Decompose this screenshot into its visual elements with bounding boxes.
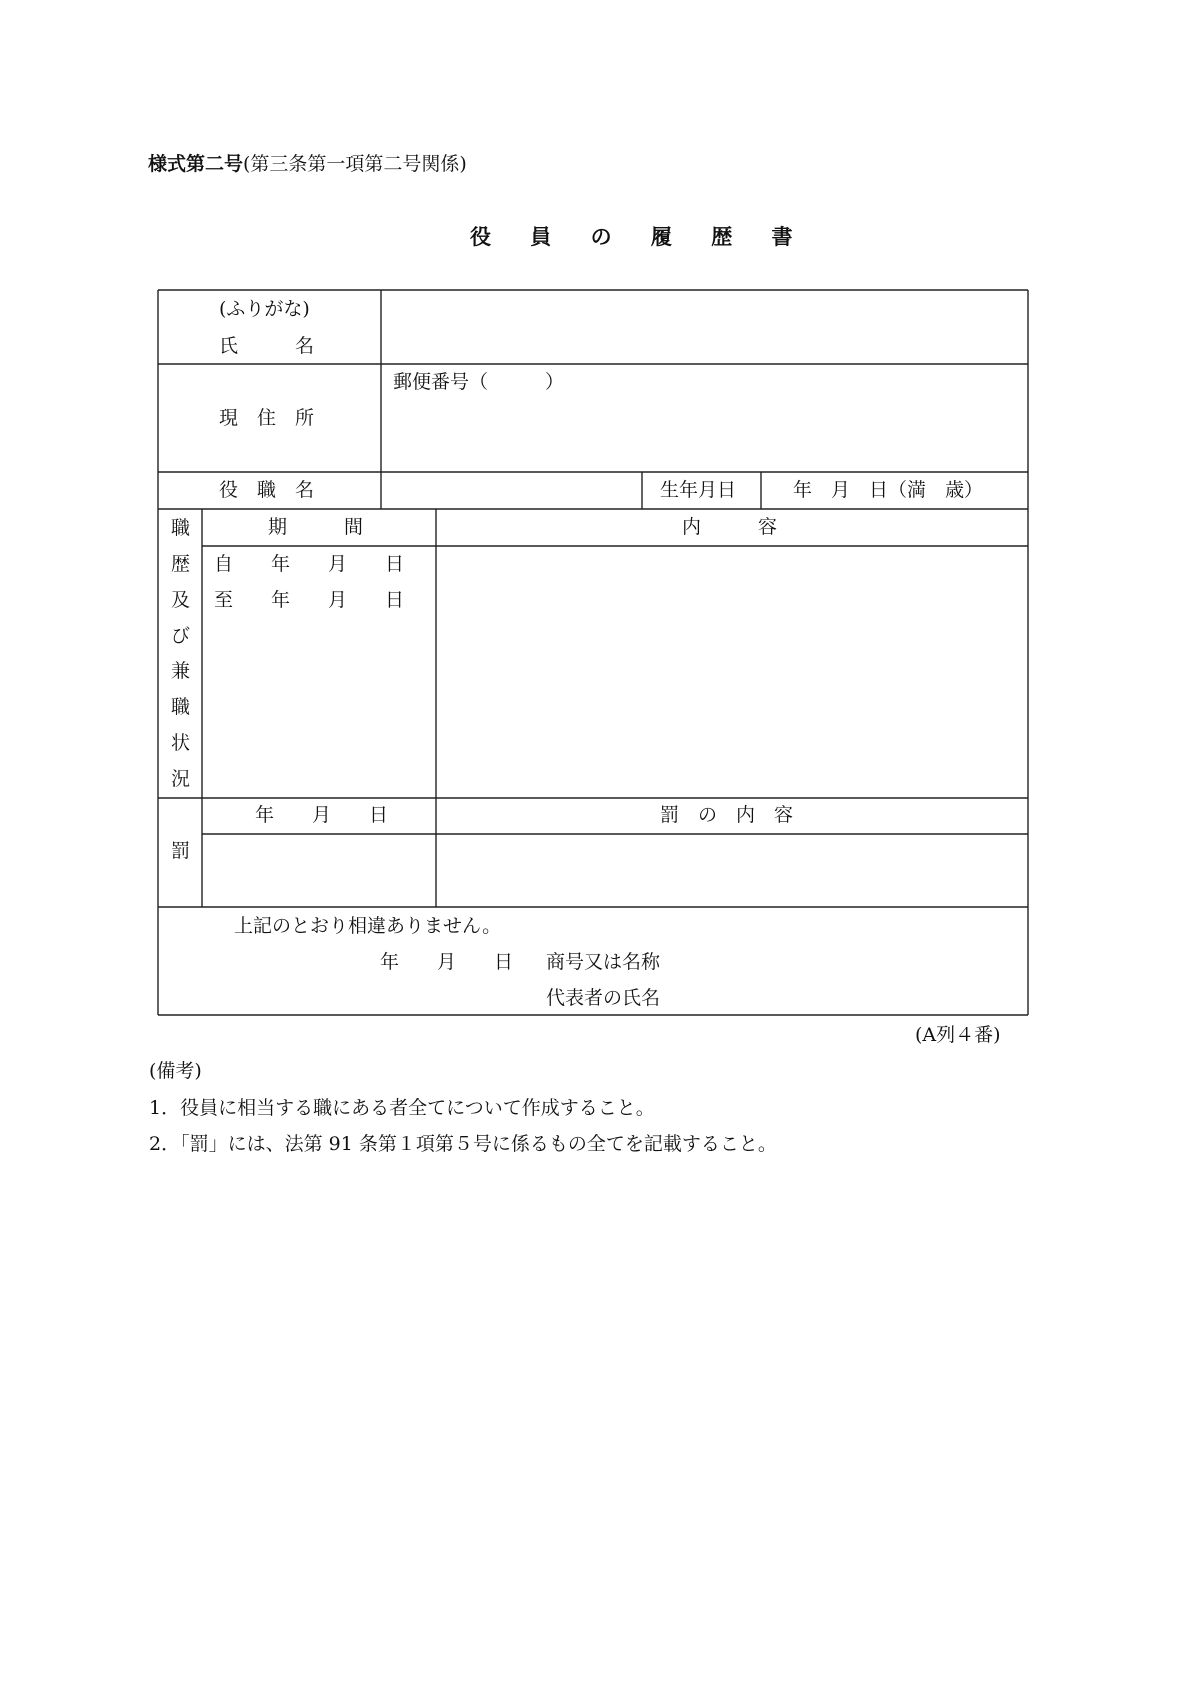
content-header: 内 容 [682,516,778,538]
position-label: 役 職 名 [219,479,315,501]
penalty-date-header: 年 月 日 [255,804,389,826]
career-label-char: 及 [171,589,191,611]
declaration-text: 上記のとおり相違ありません。 [234,915,502,937]
birth-date-label: 生年月日 [660,479,737,501]
representative-name-label: 代表者の氏名 [546,987,661,1009]
note-item: 2．「罰」には、法第 91 条第１項第５号に係るもの全てを記載すること。 [149,1133,777,1155]
name-label: 氏 名 [219,335,315,357]
career-label-char: 職 [171,696,191,718]
career-label-char: 状 [171,732,191,754]
career-label-char: 兼 [171,660,191,682]
penalty-content-header: 罰 の 内 容 [660,804,794,826]
period-header: 期 間 [268,516,364,538]
note-item: 1．役員に相当する職にある者全てについて作成すること。 [149,1097,655,1119]
form-code-line [148,155,467,174]
birth-date-value: 年 月 日（満 歳） [793,479,984,501]
address-label: 現 住 所 [219,407,315,429]
career-label-char: 職 [171,517,191,539]
career-label-char: び [171,625,191,647]
document-title: 役 員 の 履 歴 書 [470,224,809,249]
career-label-char: 況 [171,768,191,790]
company-name-label: 商号又は名称 [546,951,661,973]
penalty-label: 罰 [171,840,191,862]
notes-heading: (備考) [149,1060,202,1082]
paper-size-label: (A列４番) [915,1024,1001,1046]
career-label-char: 歴 [171,553,191,575]
form-code: 様式第二号 [148,153,244,175]
period-from-label: 自 年 月 日 [214,553,405,575]
signature-date: 年 月 日 [380,951,514,973]
form-relation: (第三条第一項第二号関係) [243,153,467,175]
period-to-label: 至 年 月 日 [214,589,405,611]
postal-code-label: 郵便番号（ ） [393,371,565,393]
furigana-label: (ふりがな) [219,298,310,320]
